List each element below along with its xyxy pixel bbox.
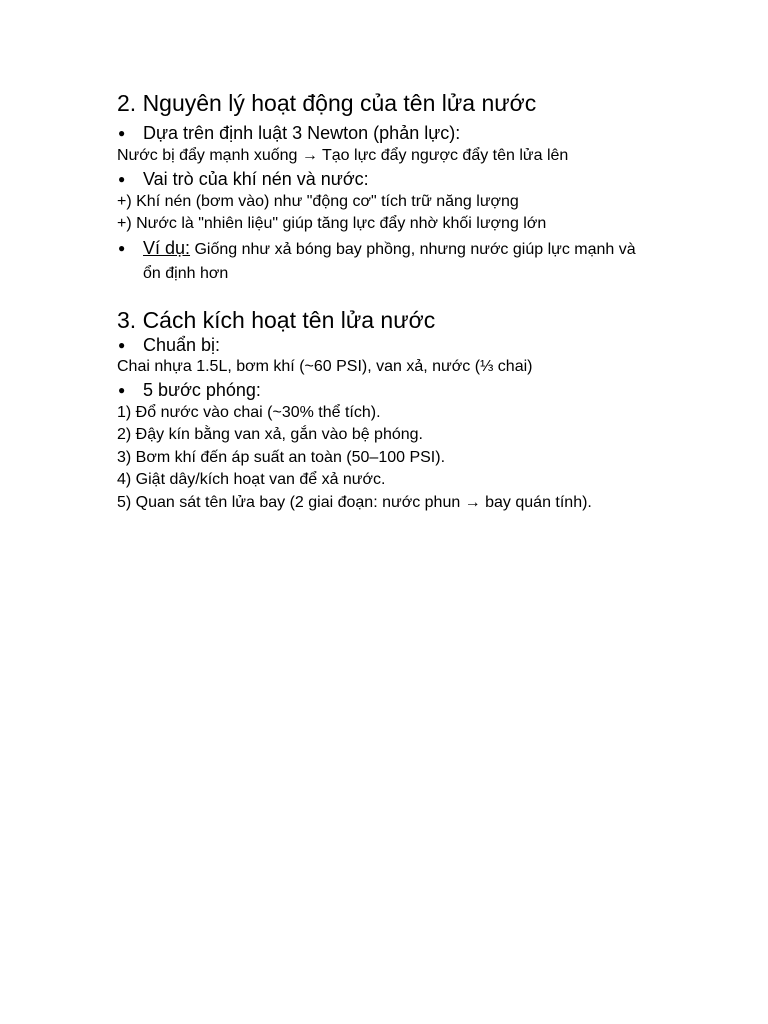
text-line: Chai nhựa 1.5L, bơm khí (~60 PSI), van xả, nước (⅓ chai) bbox=[117, 358, 533, 375]
section-3 bbox=[117, 307, 717, 514]
bullet-dot-icon: ● bbox=[118, 338, 126, 352]
bullet-dot-icon: ● bbox=[118, 126, 126, 140]
bullet-dot-icon: ● bbox=[118, 382, 126, 397]
text-line: +) Khí nén (bơm vào) như "động cơ" tích trữ năng lượng bbox=[117, 192, 519, 210]
step-line: 4) Giật dây/kích hoạt van để xả nước. bbox=[117, 471, 386, 488]
example-text: Giống như xả bóng bay phồng, nhưng nước giúp lực mạnh và ổn định hơn bbox=[143, 240, 636, 282]
text-line: +) Nước là "nhiên liệu" giúp tăng lực đẩy nhờ khối lượng lớn bbox=[117, 215, 547, 232]
bullet-launch-steps bbox=[117, 379, 717, 401]
step-line: 1) Đổ nước vào chai (~30% thể tích). bbox=[117, 403, 381, 421]
step-line: 3) Bơm khí đến áp suất an toàn (50–100 PSI). bbox=[117, 448, 446, 466]
bullet-example bbox=[117, 237, 643, 285]
bullet-newton-law bbox=[117, 122, 717, 144]
text-line: Nước bị đẩy mạnh xuống → Tạo lực đẩy ngược đẩy tên lửa lên bbox=[117, 147, 569, 164]
section-2-heading: 2. Nguyên lý hoạt động của tên lửa nước bbox=[117, 90, 537, 116]
bullet-dot-icon: ● bbox=[118, 171, 126, 186]
step-line: 5) Quan sát tên lửa bay (2 giai đoạn: nước phun → bay quán tính). bbox=[117, 493, 592, 511]
step-line: 2) Đậy kín bằng van xả, gắn vào bệ phóng. bbox=[117, 426, 423, 443]
bullet-air-water-role bbox=[117, 168, 717, 190]
bullet-text: Vai trò của khí nén và nước: bbox=[143, 168, 369, 189]
bullet-text: Chuẩn bị: bbox=[143, 335, 221, 355]
bullet-preparation bbox=[117, 334, 717, 356]
section-3-heading: 3. Cách kích hoạt tên lửa nước bbox=[117, 307, 436, 333]
example-label: Ví dụ: bbox=[143, 237, 191, 258]
bullet-text: Dựa trên định luật 3 Newton (phản lực): bbox=[143, 123, 461, 143]
bullet-dot-icon: ● bbox=[118, 240, 126, 255]
bullet-text: 5 bước phóng: bbox=[143, 379, 261, 400]
section-2 bbox=[117, 90, 717, 285]
